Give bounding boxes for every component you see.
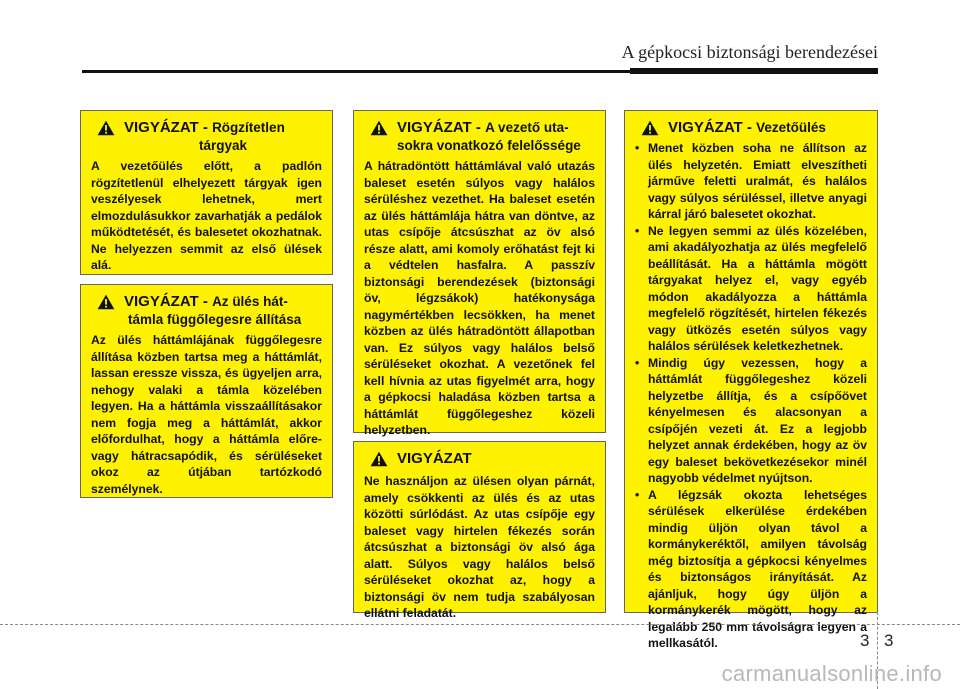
title-line2: támla függőlegesre állítása (128, 312, 302, 327)
header-rule-accent (630, 68, 878, 74)
warning-box-body: Ne használjon az ülésen olyan párnát, amely csökkenti az ülés és az utas közötti súrlódást. Az utas csípője egy baleset vagy hirtelen fékezés során átcsúszhat a biztonsági öv alsó ága alatt. Súlyos vagy halálos belső sérüléseket okozhat az, hogy a biztonsági öv nem tudja szabályosan ellátni feladatát. (364, 474, 595, 620)
list-item: • Ne legyen semmi az ülés közelében, ami akadályozhatja az ülés megfelelő beállítását. Ha a háttámla mögött tárgyakat helyez el, vagy egyéb módon akadályozza a háttámla megfelelő rögzítését, hirtelen fékezés vagy ütközés esetén súlyos vagy halálos sérülések keletkezhetnek. (635, 223, 867, 355)
title-sub: Vezetőülés (756, 120, 826, 135)
warning-triangle-icon (97, 294, 115, 310)
page-header-title: A gépkocsi biztonsági berendezései (621, 42, 878, 62)
warning-box-title (364, 450, 595, 468)
title-main: VIGYÁZAT - (124, 293, 213, 310)
warning-box-title (364, 119, 595, 155)
footer-dashed-rule (0, 624, 960, 625)
title-main: VIGYÁZAT - (668, 119, 757, 136)
title-line2: tárgyak (198, 138, 248, 153)
title-main: VIGYÁZAT - (397, 119, 486, 136)
title-line2: sokra vonatkozó felelőssége (397, 138, 581, 153)
warning-box-title (91, 293, 322, 329)
warning-triangle-icon (370, 451, 388, 467)
warning-box-seatback-upright (80, 284, 333, 498)
warning-box-body: A vezetőülés előtt, a padlón rögzítetlenül elhelyezett tárgyak igen veszélyesek lehetnek, mert elmozdulásukkor zavarhatják a pedálok működtetését, és balesetet okozhatnak. Ne helyezzen semmit az első ülések alá. (91, 159, 322, 272)
title-main: VIGYÁZAT - (124, 119, 213, 136)
warning-box-cushion (353, 441, 606, 620)
warning-box-body: Az ülés háttámlájának függőlegesre állítása közben tartsa meg a háttámlát, lassan eressze vissza, és ügyeljen arra, nehogy valaki a támla közelében legyen. Ha a háttámla visszaállításakor nem fogja meg a háttámlát, akkor előfordulhat, hogy a háttámla előre- vagy hátracsapódik, és sérüléseket okoz az útjában tartózkodó személynek. (91, 333, 322, 496)
title-sub: Az ülés hát- (212, 294, 288, 309)
title-sub: Rögzítetlen (212, 120, 285, 135)
title-sub: A vezető uta- (485, 120, 569, 135)
list-item: • Mindig úgy vezessen, hogy a háttámlát függőlegeshez közeli helyzetbe állítja, és a csípőövet kényelmesen és alacsonyan a csípőjén vezeti át. Ez a legjobb helyzet annak érdekében, hogy az öv egy baleset bekövetkezésekor minél nagyobb védelmet nyújtson. (635, 355, 867, 487)
list-item: • A légzsák okozta lehetséges sérülések elkerülése érdekében mindig üljön olyan távol a kormánykeréktől, amilyen távolság még biztosítja a gépkocsi kényelmes és biztonságos irányítását. Az ajánljuk, hogy úgy üljön a kormánykerék mögött, hogy az legalább 250 mm távolságra legyen a mellkasától. (635, 487, 867, 652)
warning-box-title (91, 119, 322, 155)
warning-box-driver-seat (624, 110, 878, 650)
bullet-list (635, 140, 870, 652)
page-number-page: 3 (884, 631, 894, 650)
page-number-chapter: 3 (860, 631, 870, 650)
warning-box-driver-responsibility (353, 110, 606, 437)
watermark: carmanualsonline.info (721, 661, 942, 686)
title-main: VIGYÁZAT (397, 450, 472, 467)
warning-box-body: A hátradöntött háttámlával való utazás baleset esetén súlyos vagy halálos sérüléshez vezethet. Ha baleset esetén az ülés háttámlája hátra van döntve, az utas csípője átcsúszhat az öv alsó része alatt, ami komoly erőhatást fejt ki a védtelen hasfalra. A passzív biztonsági berendezések (biztonsági öv, légzsákok) hatékonysága nagymértékben lecsökken, ha menet közben az ülés hátradöntött állapotban van. Ez súlyos vagy halálos belső sérüléseket okozhat. A vezetőnek fel kell hívnia az utas figyelmét arra, hogy a gépkocsi haladása közben tartsa a háttámlát függőlegeshez közeli helyzetben. (364, 159, 595, 437)
warning-triangle-icon (641, 120, 659, 136)
list-item: • Menet közben soha ne állítson az ülés helyzetén. Emiatt elveszítheti járműve feletti uralmát, és halálos vagy súlyos sérüléssel, illetve anyagi kárral járó balesetet okozhat. (635, 140, 867, 223)
warning-triangle-icon (370, 120, 388, 136)
warning-triangle-icon (97, 120, 115, 136)
warning-box-unsecured-objects (80, 110, 333, 275)
warning-box-title (635, 119, 867, 137)
